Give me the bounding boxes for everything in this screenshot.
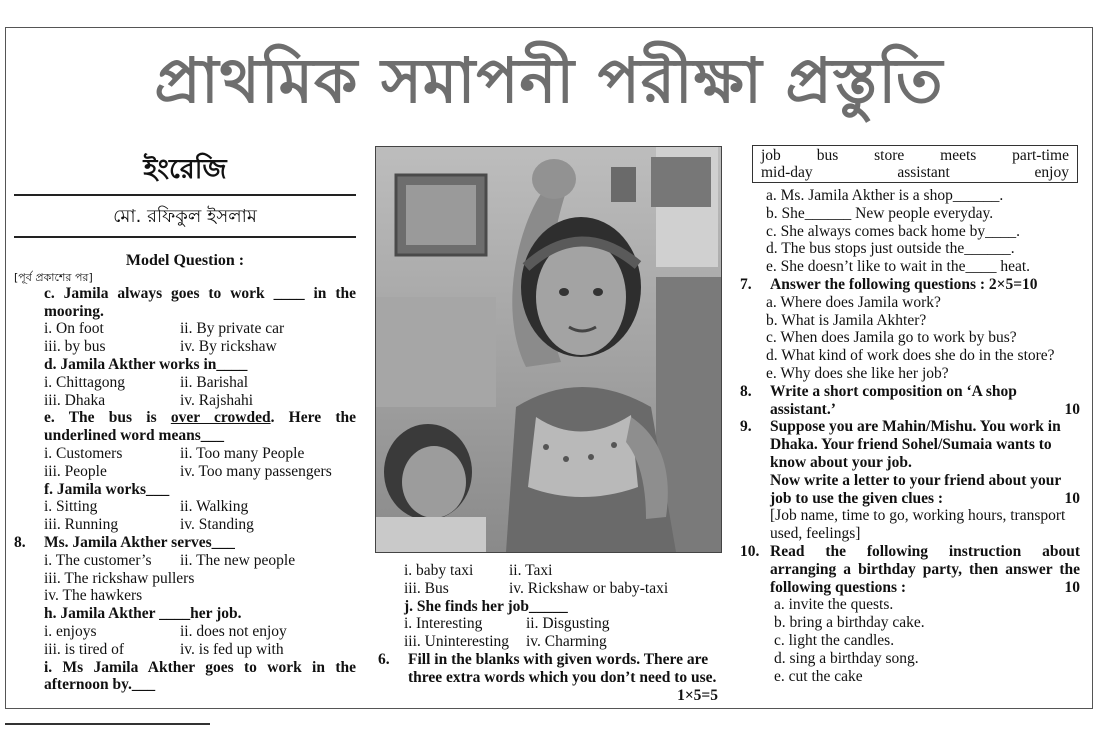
word-box-line: job bus store meets part-time — [761, 147, 1069, 164]
marks: 1×5=5 — [677, 686, 718, 704]
question-7-list — [740, 294, 1080, 383]
option: iii. Running — [44, 516, 119, 534]
option: iv. is fed up with — [180, 640, 284, 658]
girl-raising-hand-image — [376, 147, 721, 552]
option: iv. The hawkers — [44, 587, 143, 605]
question-stem: f. Jamila works___ — [44, 480, 170, 498]
subject-title: ইংরেজি — [14, 150, 356, 196]
question-stem: Answer the following questions : 2×5=10 — [770, 275, 1038, 293]
option: iii. People — [44, 462, 107, 480]
underlined-word: over crowded — [170, 409, 271, 427]
option: ii. Disgusting — [526, 615, 610, 633]
word-box — [752, 145, 1078, 183]
option: i. Customers — [44, 444, 123, 462]
instruction-item: d. sing a birthday song. — [774, 649, 919, 667]
option: iv. Rickshaw or baby-taxi — [509, 579, 669, 597]
column-middle — [378, 562, 718, 704]
option: ii. By private car — [180, 320, 285, 338]
option: ii. The new people — [180, 551, 296, 569]
question-number: 10. — [740, 542, 760, 560]
instruction-item: b. bring a birthday cake. — [774, 614, 925, 632]
question-stem: c. Jamila always goes to work ____ in the mooring. — [44, 284, 356, 320]
fill-blank-item: a. Ms. Jamila Akther is a shop______. — [766, 187, 1004, 204]
bottom-rule — [5, 723, 210, 725]
option: i. Sitting — [44, 498, 98, 516]
question-stem: i. Ms Jamila Akther goes to work in the afternoon by.___ — [44, 658, 356, 694]
option: iv. Charming — [526, 633, 607, 651]
fill-blank-list — [740, 187, 1080, 276]
stem-part: . Here the underlined word means___ — [44, 409, 356, 445]
option: ii. Walking — [180, 498, 249, 516]
sub-question: b. What is Jamila Akhter? — [766, 311, 927, 329]
question-7 — [740, 276, 1080, 294]
option: ii. Taxi — [509, 562, 553, 579]
question-number: 9. — [740, 418, 752, 436]
option: iii. Bus — [404, 579, 449, 597]
classroom-photo — [375, 146, 722, 553]
marks: 10 — [1064, 578, 1080, 596]
option: i. Interesting — [404, 615, 483, 633]
option: ii. Barishal — [180, 373, 249, 391]
column-left — [14, 150, 356, 694]
stem-part: e. The bus is — [44, 409, 171, 427]
option: iv. Standing — [180, 516, 254, 534]
question-6 — [378, 651, 718, 704]
option: iv. By rickshaw — [180, 338, 277, 356]
question-stem: Read the following instruction about arranging a birthday party, then answer the following questions : — [770, 542, 1080, 596]
column-right — [740, 145, 1080, 685]
question-stem: d. Jamila Akther works in____ — [44, 355, 248, 373]
instruction-item: e. cut the cake — [774, 667, 863, 685]
fill-blank-item: c. She always comes back home by____. — [766, 222, 1020, 240]
option: iv. Too many passengers — [180, 462, 332, 480]
question-number: 8. — [14, 533, 26, 551]
question-number: 6. — [378, 650, 390, 668]
instruction-item: a. invite the quests. — [774, 596, 894, 614]
author-name: মো. রফিকুল ইসলাম — [14, 196, 356, 238]
question-c — [14, 285, 356, 534]
fill-blank-item: b. She______ New people everyday. — [766, 204, 994, 222]
question-8-body — [770, 383, 1080, 419]
option: iii. The rickshaw pullers — [44, 569, 195, 587]
page-headline: প্রাথমিক সমাপনী পরীক্ষা প্রস্তুতি — [154, 44, 944, 117]
sub-question: a. Where does Jamila work? — [766, 293, 941, 311]
option: iii. Dhaka — [44, 391, 106, 409]
question-number: 7. — [740, 275, 752, 293]
marks: 10 — [1064, 489, 1080, 507]
question-stem — [44, 409, 356, 445]
question-stem: Ms. Jamila Akther serves___ — [44, 533, 235, 551]
marks: 10 — [1064, 400, 1080, 418]
option: ii. does not enjoy — [180, 622, 287, 640]
option: i. Chittagong — [44, 373, 125, 391]
question-8-right — [740, 383, 1080, 419]
sub-question: c. When does Jamila go to work by bus? — [766, 329, 1017, 347]
question-8 — [14, 534, 356, 694]
option: ii. Too many People — [180, 444, 305, 462]
question-stem: Write a short composition on ‘A shop assistant.’ — [770, 382, 1017, 418]
option: iii. Uninteresting — [404, 633, 510, 651]
option: i. The customer’s — [44, 551, 152, 569]
question-6-body — [408, 651, 718, 704]
question-stem: Fill in the blanks with given words. There are three extra words which you don’t need to use. — [408, 650, 717, 686]
word-box-line: mid-day assistant enjoy — [761, 164, 1069, 181]
question-stem: h. Jamila Akther ____her job. — [44, 605, 242, 623]
question-number: 8. — [740, 382, 752, 400]
question-10-list — [740, 596, 1080, 685]
option: i. On foot — [44, 320, 104, 338]
question-10 — [740, 543, 1080, 596]
question-9-body — [770, 418, 1080, 543]
fill-blank-item: e. She doesn’t like to wait in the____ heat. — [766, 258, 1031, 276]
option: i. baby taxi — [404, 562, 474, 579]
option: iii. by bus — [44, 338, 106, 356]
clues: [Job name, time to go, working hours, transport used, feelings] — [770, 507, 1066, 543]
continued-note: [পূর্ব প্রকাশের পর] — [14, 270, 93, 284]
question-stem: Now write a letter to your friend about your job to use the given clues : — [770, 471, 1062, 507]
option: i. enjoys — [44, 622, 97, 640]
instruction-item: c. light the candles. — [774, 631, 895, 649]
option: iv. Rajshahi — [180, 391, 254, 409]
question-10-body — [770, 543, 1080, 596]
fill-blank-item: d. The bus stops just outside the______. — [766, 240, 1015, 258]
sub-question: e. Why does she like her job? — [766, 364, 949, 382]
question-9 — [740, 418, 1080, 543]
question-stem: j. She finds her job_____ — [404, 597, 568, 615]
question-stem: Suppose you are Mahin/Mishu. You work in Dhaka. Your friend Sohel/Sumaia wants to know about your job. — [770, 418, 1061, 471]
model-question-title: Model Question : — [125, 252, 245, 269]
sub-question: d. What kind of work does she do in the store? — [766, 347, 1055, 365]
option: iii. is tired of — [44, 640, 125, 658]
